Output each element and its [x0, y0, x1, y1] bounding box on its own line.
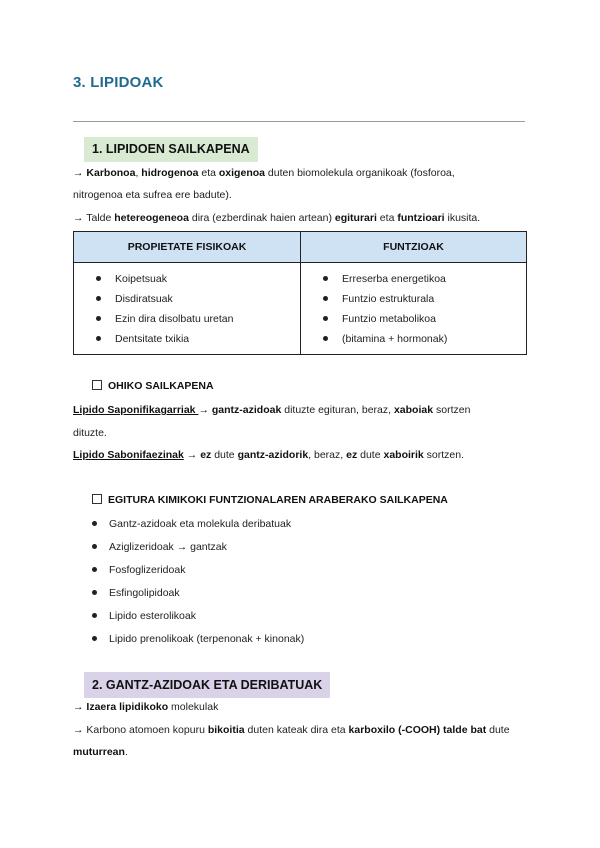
ohiko-line3 [73, 449, 464, 461]
bullet-icon [96, 316, 101, 321]
egitura-heading: EGITURA KIMIKOKI FUNTZIONALAREN ARABERAKO SAILKAPENA [92, 494, 448, 506]
bold-term: xaboirik [383, 449, 424, 461]
underlined-term: Lipido Saponifikagarriak [73, 404, 199, 416]
bullet-icon [92, 521, 97, 526]
list-item: Aziglizeridoak → gantzak [92, 536, 304, 559]
functions-list [301, 263, 526, 349]
text-run: dituzte egituran, beraz, [281, 404, 394, 416]
text-run: dute [486, 724, 510, 736]
list-item: Erreserba energetikoa [323, 269, 526, 289]
page-heading: 3. LIPIDOAK [73, 74, 164, 91]
section2-line2 [73, 724, 510, 736]
list-item: Gantz-azidoak eta molekula deribatuak [92, 513, 304, 536]
text-run: → [198, 404, 212, 416]
bold-term: gantz-azidorik [237, 449, 309, 461]
list-item: Dentsitate txikia [96, 329, 300, 349]
bullet-icon [92, 613, 97, 618]
bullet-icon [323, 296, 328, 301]
bullet-icon [92, 590, 97, 595]
section1-title: 1. LIPIDOEN SAILKAPENA [84, 137, 258, 162]
horizontal-rule [73, 121, 525, 122]
egitura-list [92, 513, 304, 651]
checkbox-icon[interactable] [92, 380, 102, 390]
text-run: duten biomolekula organikoak (fosforoa, [264, 167, 455, 179]
checkbox-icon[interactable] [92, 494, 102, 504]
list-item: (bitamina + hormonak) [323, 329, 526, 349]
bullet-icon [323, 336, 328, 341]
bold-term: ez [200, 449, 212, 461]
bullet-icon [323, 276, 328, 281]
text-run: → Talde [73, 212, 115, 224]
bullet-icon [92, 567, 97, 572]
bold-term: muturrean [73, 746, 125, 758]
text-run: eta [198, 167, 219, 179]
bullet-icon [92, 636, 97, 641]
text-run: dute [357, 449, 384, 461]
text-run: , beraz, [308, 449, 347, 461]
section2-line3 [73, 746, 128, 758]
bold-term: gantz-azidoak [211, 404, 282, 416]
list-item: Fosfoglizeridoak [92, 559, 304, 582]
list-item: Funtzio estrukturala [323, 289, 526, 309]
bold-term: karboxilo (-COOH) talde bat [348, 724, 487, 736]
text-run: dira (ezberdinak haien artean) [188, 212, 335, 224]
bold-term: hetereogeneoa [114, 212, 189, 224]
bold-term: Izaera lipidikoko [86, 701, 169, 713]
text-run: duten kateak dira eta [244, 724, 349, 736]
bold-term: oxigenoa [218, 167, 265, 179]
bold-term: bikoitia [207, 724, 245, 736]
list-item: Disdiratsuak [96, 289, 300, 309]
text-run: → [73, 167, 87, 179]
bullet-icon [96, 296, 101, 301]
list-item: Koipetsuak [96, 269, 300, 289]
bold-term: hidrogenoa [141, 167, 199, 179]
text-run: sortzen [433, 404, 471, 416]
table-header-physical: PROPIETATE FISIKOAK [74, 232, 301, 263]
ohiko-line1 [73, 404, 470, 416]
table-cell-functions [301, 263, 527, 355]
text-run: → Karbono atomoen kopuru [73, 724, 208, 736]
text-run: → [183, 449, 201, 461]
text-run: sortzen. [423, 449, 465, 461]
ohiko-heading: OHIKO SAILKAPENA [92, 380, 214, 392]
bold-term: egiturari [334, 212, 377, 224]
text-run: dute [211, 449, 238, 461]
bullet-icon [323, 316, 328, 321]
table-cell-physical [74, 263, 301, 355]
list-item: Ezin dira disolbatu uretan [96, 309, 300, 329]
list-item: Funtzio metabolikoa [323, 309, 526, 329]
bold-term: funtzioari [397, 212, 445, 224]
text-run: . [124, 746, 128, 758]
table-header-functions: FUNTZIOAK [301, 232, 527, 263]
text-run: molekulak [168, 701, 219, 713]
section2-line1 [73, 701, 218, 713]
table-row [74, 263, 527, 355]
text-run: eta [376, 212, 398, 224]
text-run: → [73, 701, 87, 713]
list-item: Lipido prenolikoak (terpenonak + kinonak) [92, 628, 304, 651]
properties-table [73, 231, 527, 355]
physical-properties-list [74, 263, 300, 349]
section1-line2: nitrogenoa eta sufrea ere badute). [73, 189, 232, 201]
section1-line1 [73, 167, 455, 179]
bold-term: ez [346, 449, 358, 461]
list-item: Esfingolipidoak [92, 582, 304, 605]
underlined-term: Lipido Sabonifaezinak [73, 449, 184, 461]
bullet-icon [92, 544, 97, 549]
bullet-icon [96, 336, 101, 341]
section1-line3 [73, 212, 480, 224]
bullet-icon [96, 276, 101, 281]
text-run: , [135, 167, 142, 179]
section2-title: 2. GANTZ-AZIDOAK ETA DERIBATUAK [84, 672, 330, 698]
bold-term: Karbonoa [86, 167, 136, 179]
ohiko-line2: dituzte. [73, 427, 107, 439]
text-run: ikusita. [444, 212, 481, 224]
table-header-row [74, 232, 527, 263]
bold-term: xaboiak [393, 404, 434, 416]
list-item: Lipido esterolikoak [92, 605, 304, 628]
